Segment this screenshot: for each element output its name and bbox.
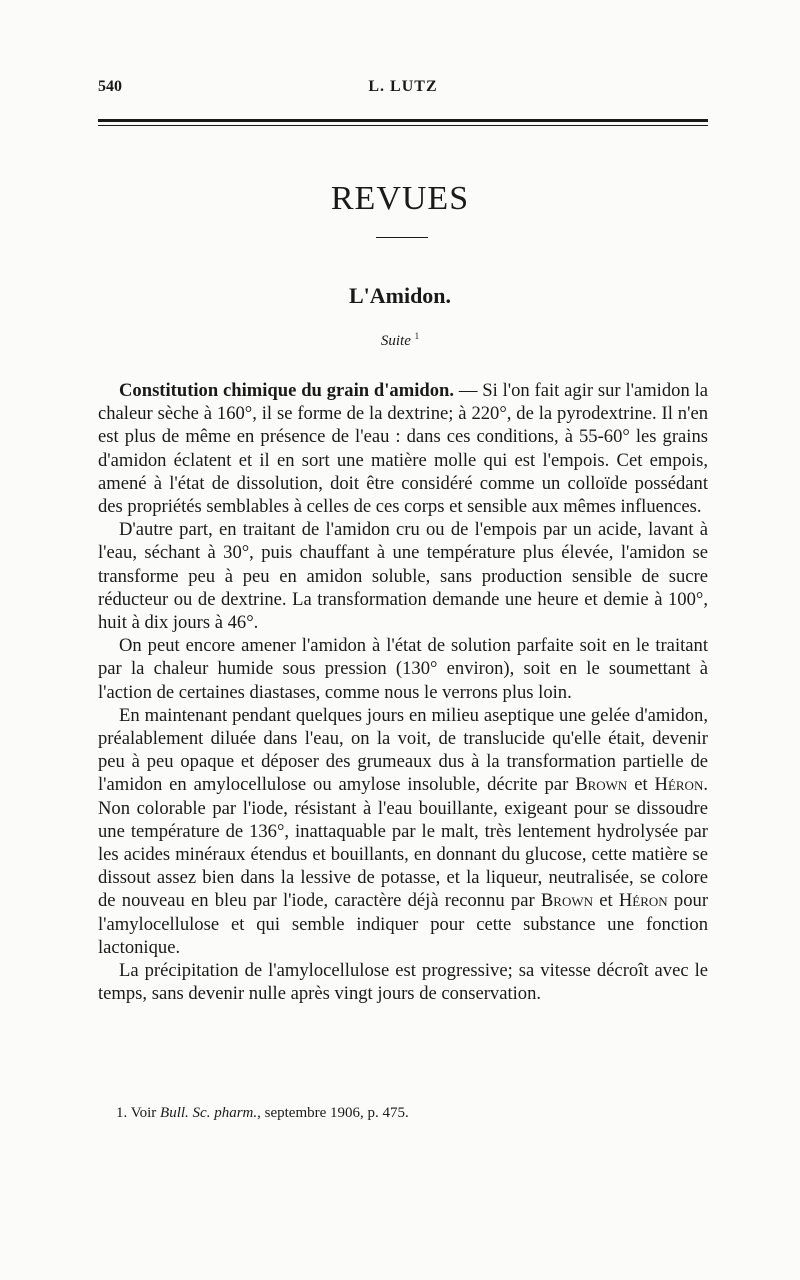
paragraph bbox=[98, 634, 708, 704]
footnote-journal: Bull. Sc. pharm. bbox=[160, 1105, 258, 1121]
footnote-number: 1. bbox=[116, 1105, 128, 1121]
paragraph bbox=[98, 379, 708, 518]
article-body bbox=[98, 379, 708, 1005]
paragraph-text: — Si l'on fait agir sur l'amidon la chaleur sèche à 160°, il se forme de la dextrine; à 220°, de la pyrodextrine. Il n'en est plus de même en présence de l'eau : dans ces conditions, à 55-60° les grains d'amidon éclatent et il en sort une matière molle qui est l'empois. Cet empois, amené à l'état de dissolution, doit être considéré comme un colloïde possédant des propriétés semblables à celles de ces corps et sensible aux mêmes influences. bbox=[98, 380, 708, 518]
author-name: Héron bbox=[654, 774, 704, 796]
section-title: REVUES bbox=[330, 180, 470, 217]
page-number: 540 bbox=[98, 78, 122, 95]
paragraph-text: En maintenant pendant quelques jours en milieu aseptique une gelée d'amidon, préalablement diluée dans l'eau, on la voit, de translucide qu'elle était, devenir peu à peu opaque et déposer des grumeaux dus à la transformation partielle de l'amidon en amylocellulose ou amylose insoluble, décrite par bbox=[98, 704, 708, 796]
paragraph bbox=[98, 518, 708, 634]
paragraph bbox=[98, 704, 708, 959]
footnote bbox=[116, 1105, 409, 1122]
section-divider bbox=[376, 237, 428, 238]
paragraph-lead: Constitution chimique du grain d'amidon. bbox=[119, 380, 454, 401]
subtitle-text: Suite bbox=[380, 333, 411, 349]
paragraph-text: La précipitation de l'amylocellulose est progressive; sa vitesse décroît avec le temps, sans devenir nulle après vingt jours de conservation. bbox=[98, 960, 708, 1005]
author-name: Brown bbox=[575, 774, 628, 796]
article-subtitle bbox=[0, 331, 800, 350]
conjunction: et bbox=[627, 774, 655, 796]
author-name: Brown bbox=[540, 890, 594, 912]
subtitle-footnote-ref: 1 bbox=[414, 331, 420, 341]
header-rule-thin bbox=[98, 125, 708, 126]
paragraph-text: D'autre part, en traitant de l'amidon cru ou de l'empois par un acide, lavant à l'eau, séchant à 30°, puis chauffant à une température plus élevée, l'amidon se transforme peu à peu en amidon soluble, sans production sensible de sucre réducteur ou de dextrine. La transformation demande une heure et demie à 100°, huit à dix jours à 46°. bbox=[98, 519, 708, 634]
header-rule-thick bbox=[98, 119, 708, 122]
footnote-before: Voir bbox=[130, 1105, 161, 1121]
author-name: Héron bbox=[618, 890, 668, 912]
running-head: L. LUTZ bbox=[368, 78, 438, 95]
paragraph-text: pour l'amylocellulose et qui semble indiquer pour cette substance une fonction lactonique. bbox=[98, 890, 709, 958]
paragraph-text: On peut encore amener l'amidon à l'état de solution parfaite soit en le traitant par la chaleur humide sous pression (130° environ), soit en le soumettant à l'action de certaines diastases, comme nous le verrons plus loin. bbox=[98, 635, 708, 703]
conjunction: et bbox=[593, 890, 619, 912]
footnote-after: , septembre 1906, p. 475. bbox=[257, 1105, 409, 1121]
page-header bbox=[98, 78, 708, 102]
article-title: L'Amidon. bbox=[348, 283, 452, 308]
paragraph-text: . Non colorable par l'iode, résistant à l'eau bouillante, exigeant pour se dissoudre une température de 136°, inattaquable par le malt, très lentement hydrolysée par les acides minéraux étendus et bouillants, en donnant du glucose, cette matière se dissout assez bien dans la lessive de potasse, et la liqueur, neutralisée, se colore de nouveau en bleu par l'iode, caractère déjà reconnu par bbox=[98, 774, 708, 912]
paragraph bbox=[98, 959, 708, 1005]
